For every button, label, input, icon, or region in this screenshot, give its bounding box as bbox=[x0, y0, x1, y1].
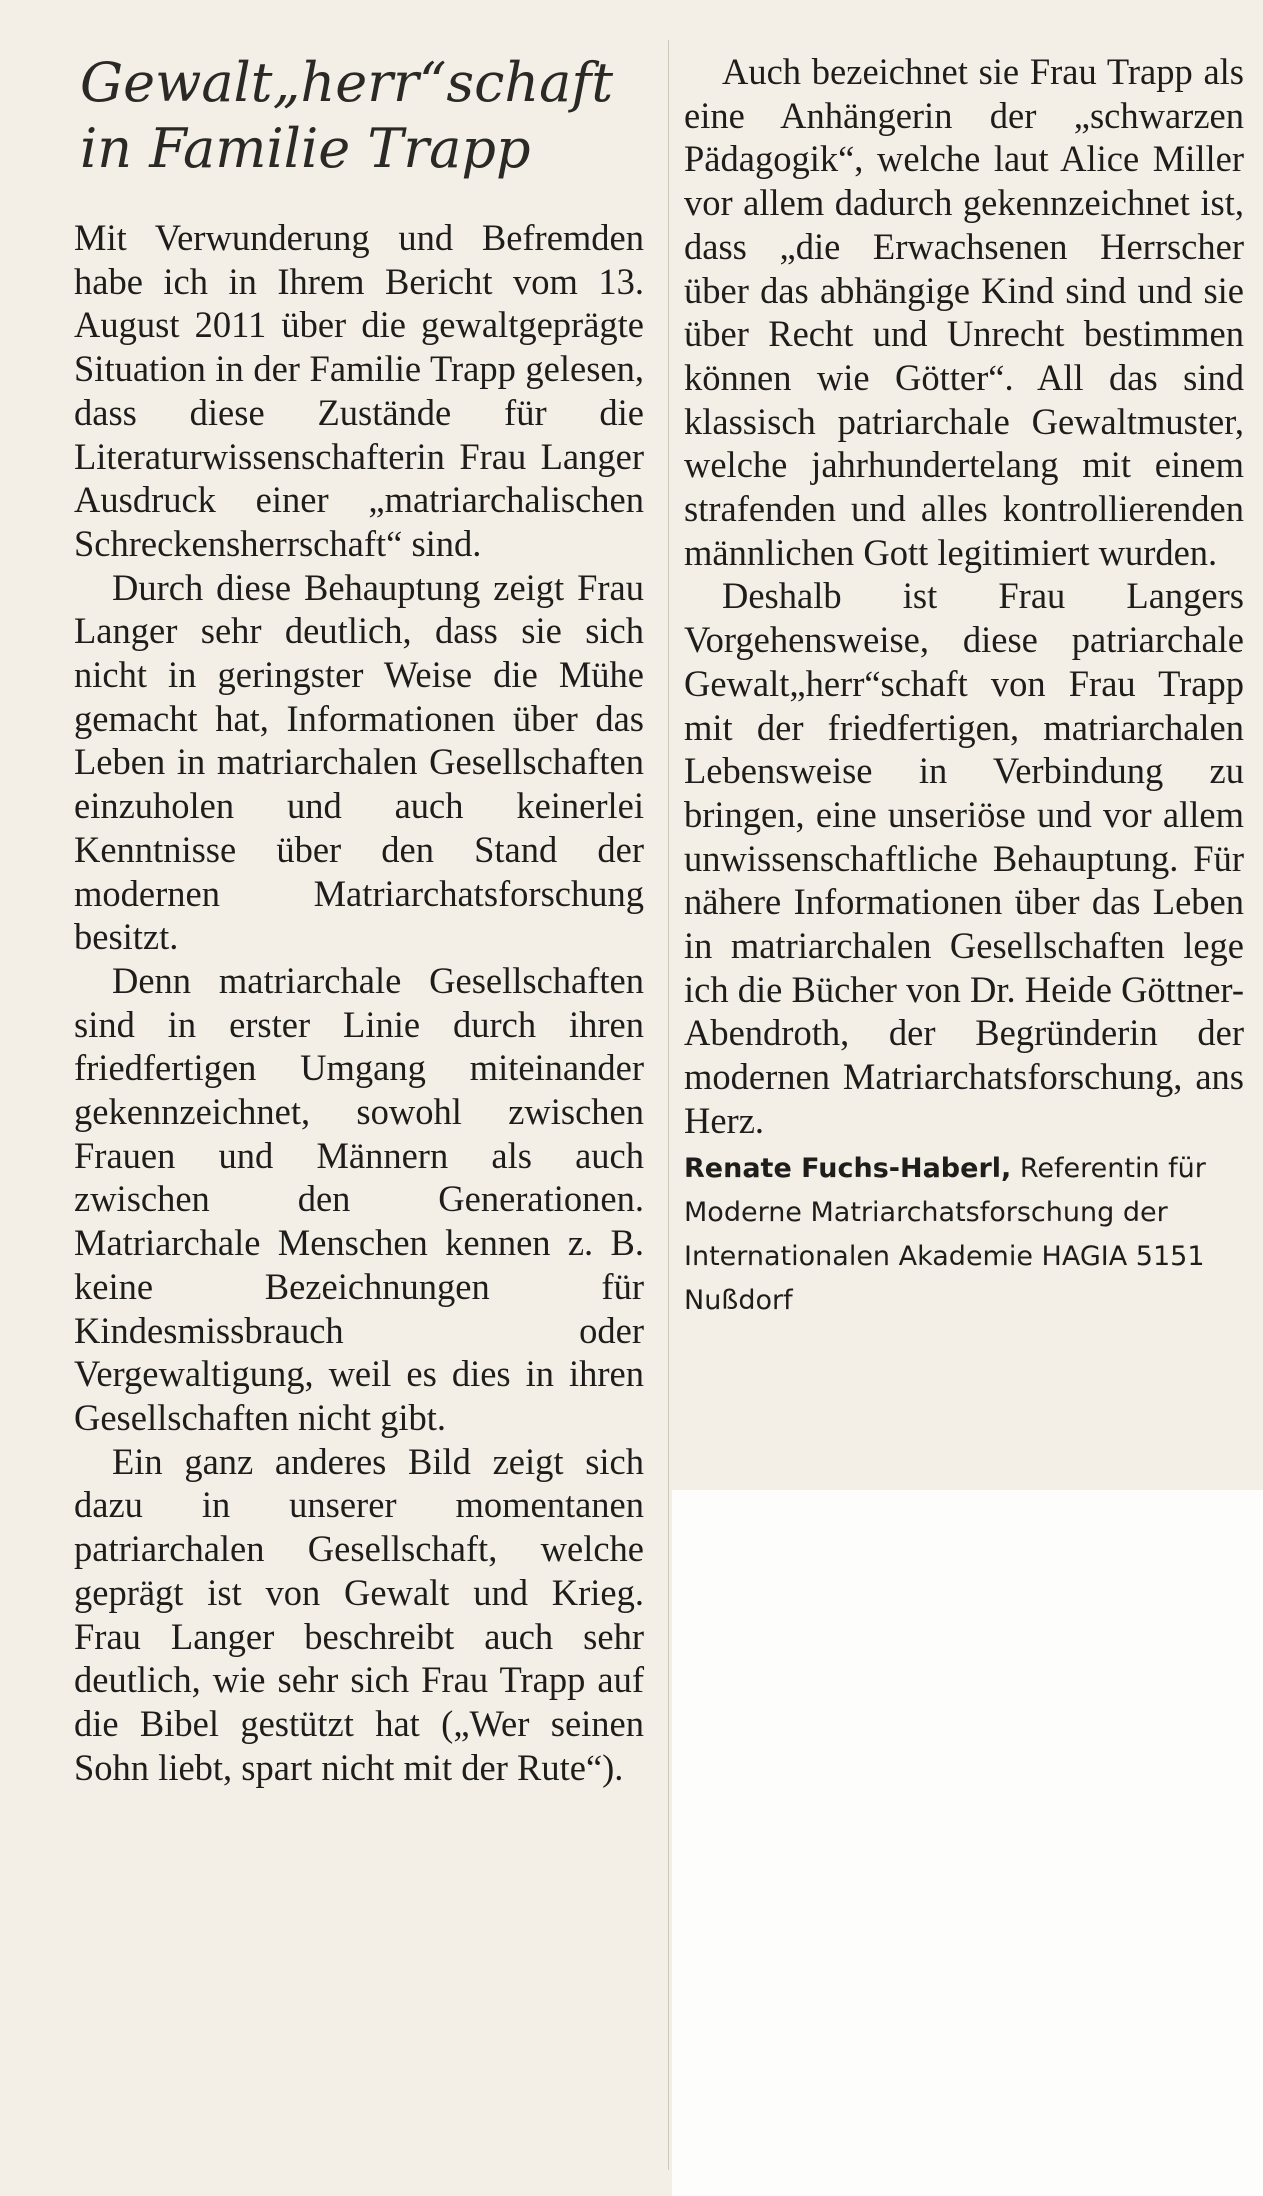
headline: Gewalt„herr“schaft in Familie Trapp bbox=[80, 51, 614, 180]
blank-area bbox=[672, 1490, 1263, 2196]
paragraph-2: Durch diese Behauptung zeigt Frau Langer sehr deutlich, dass sie sich nicht in geringster Weise die Mühe gemacht hat, Informationen über das Leben in matriarchalen Gesellschaften einzuholen und auch keinerlei Kenntnisse über den Stand der modernen Matriarchatsforschung besitzt. bbox=[74, 566, 644, 958]
author-signature bbox=[684, 1147, 1244, 1323]
paragraph-3: Denn matriarchale Gesellschaften sind in erster Linie durch ihren friedfertigen Umgang miteinander gekennzeichnet, sowohl zwischen Frauen und Männern als auch zwischen den Generationen. Matriarchale Menschen kennen z. B. keine Bezeichnungen für Kindesmissbrauch oder Vergewaltigung, weil es dies in ihren Gesellschaften nicht gibt. bbox=[74, 959, 644, 1438]
paragraph-5: Auch bezeichnet sie Frau Trapp als eine Anhängerin der „schwarzen Pädagogik“, welche laut Alice Miller vor allem dadurch gekennzeichnet ist, dass „die Erwachsenen Herrscher über das abhängige Kind sind und sie über Recht und Unrecht bestimmen können wie Götter“. All das sind klassisch patriarchale Gewaltmuster, welche jahrhundertelang mit einem strafenden und alles kontrollierenden männlichen Gott legitimiert wurden. bbox=[684, 51, 1244, 573]
paragraph-6: Deshalb ist Frau Langers Vorgehensweise, diese patriarchale Gewalt„herr“schaft von Frau Trapp mit der friedfertigen, matriarchalen Lebensweise in Verbindung zu bringen, eine unseriöse und vor allem unwissenschaftliche Behauptung. Für nähere Informationen über das Leben in matriarchalen Gesellschaften lege ich die Bücher von Dr. Heide Göttner-Abendroth, der Begründerin der modernen Matriarchatsforschung, ans Herz. bbox=[684, 575, 1244, 1141]
right-column bbox=[684, 50, 1244, 1323]
author-role: Referentin für Moderne Matriarchatsforschung der Internationalen Akademie HAGIA 5151 Nußdorf bbox=[684, 1152, 1206, 1316]
author-name: Renate Fuchs-Haberl, bbox=[684, 1152, 1012, 1184]
paragraph-4: Ein ganz anderes Bild zeigt sich dazu in unserer momentanen patriarchalen Gesellschaft, welche geprägt ist von Gewalt und Krieg. Frau Langer beschreibt auch sehr deutlich, wie sehr sich Frau Trapp auf die Bibel gestützt hat („Wer seinen Sohn liebt, spart nicht mit der Rute“). bbox=[74, 1440, 644, 1788]
paragraph-1: Mit Verwunderung und Befremden habe ich in Ihrem Bericht vom 13. August 2011 über die gewaltgeprägte Situation in der Familie Trapp gelesen, dass diese Zustände für die Literaturwissenschafterin Frau Langer Ausdruck einer „matriarchalischen Schreckensherrschaft“ sind. bbox=[74, 217, 644, 564]
column-divider bbox=[668, 40, 669, 2170]
left-column bbox=[74, 50, 644, 1789]
